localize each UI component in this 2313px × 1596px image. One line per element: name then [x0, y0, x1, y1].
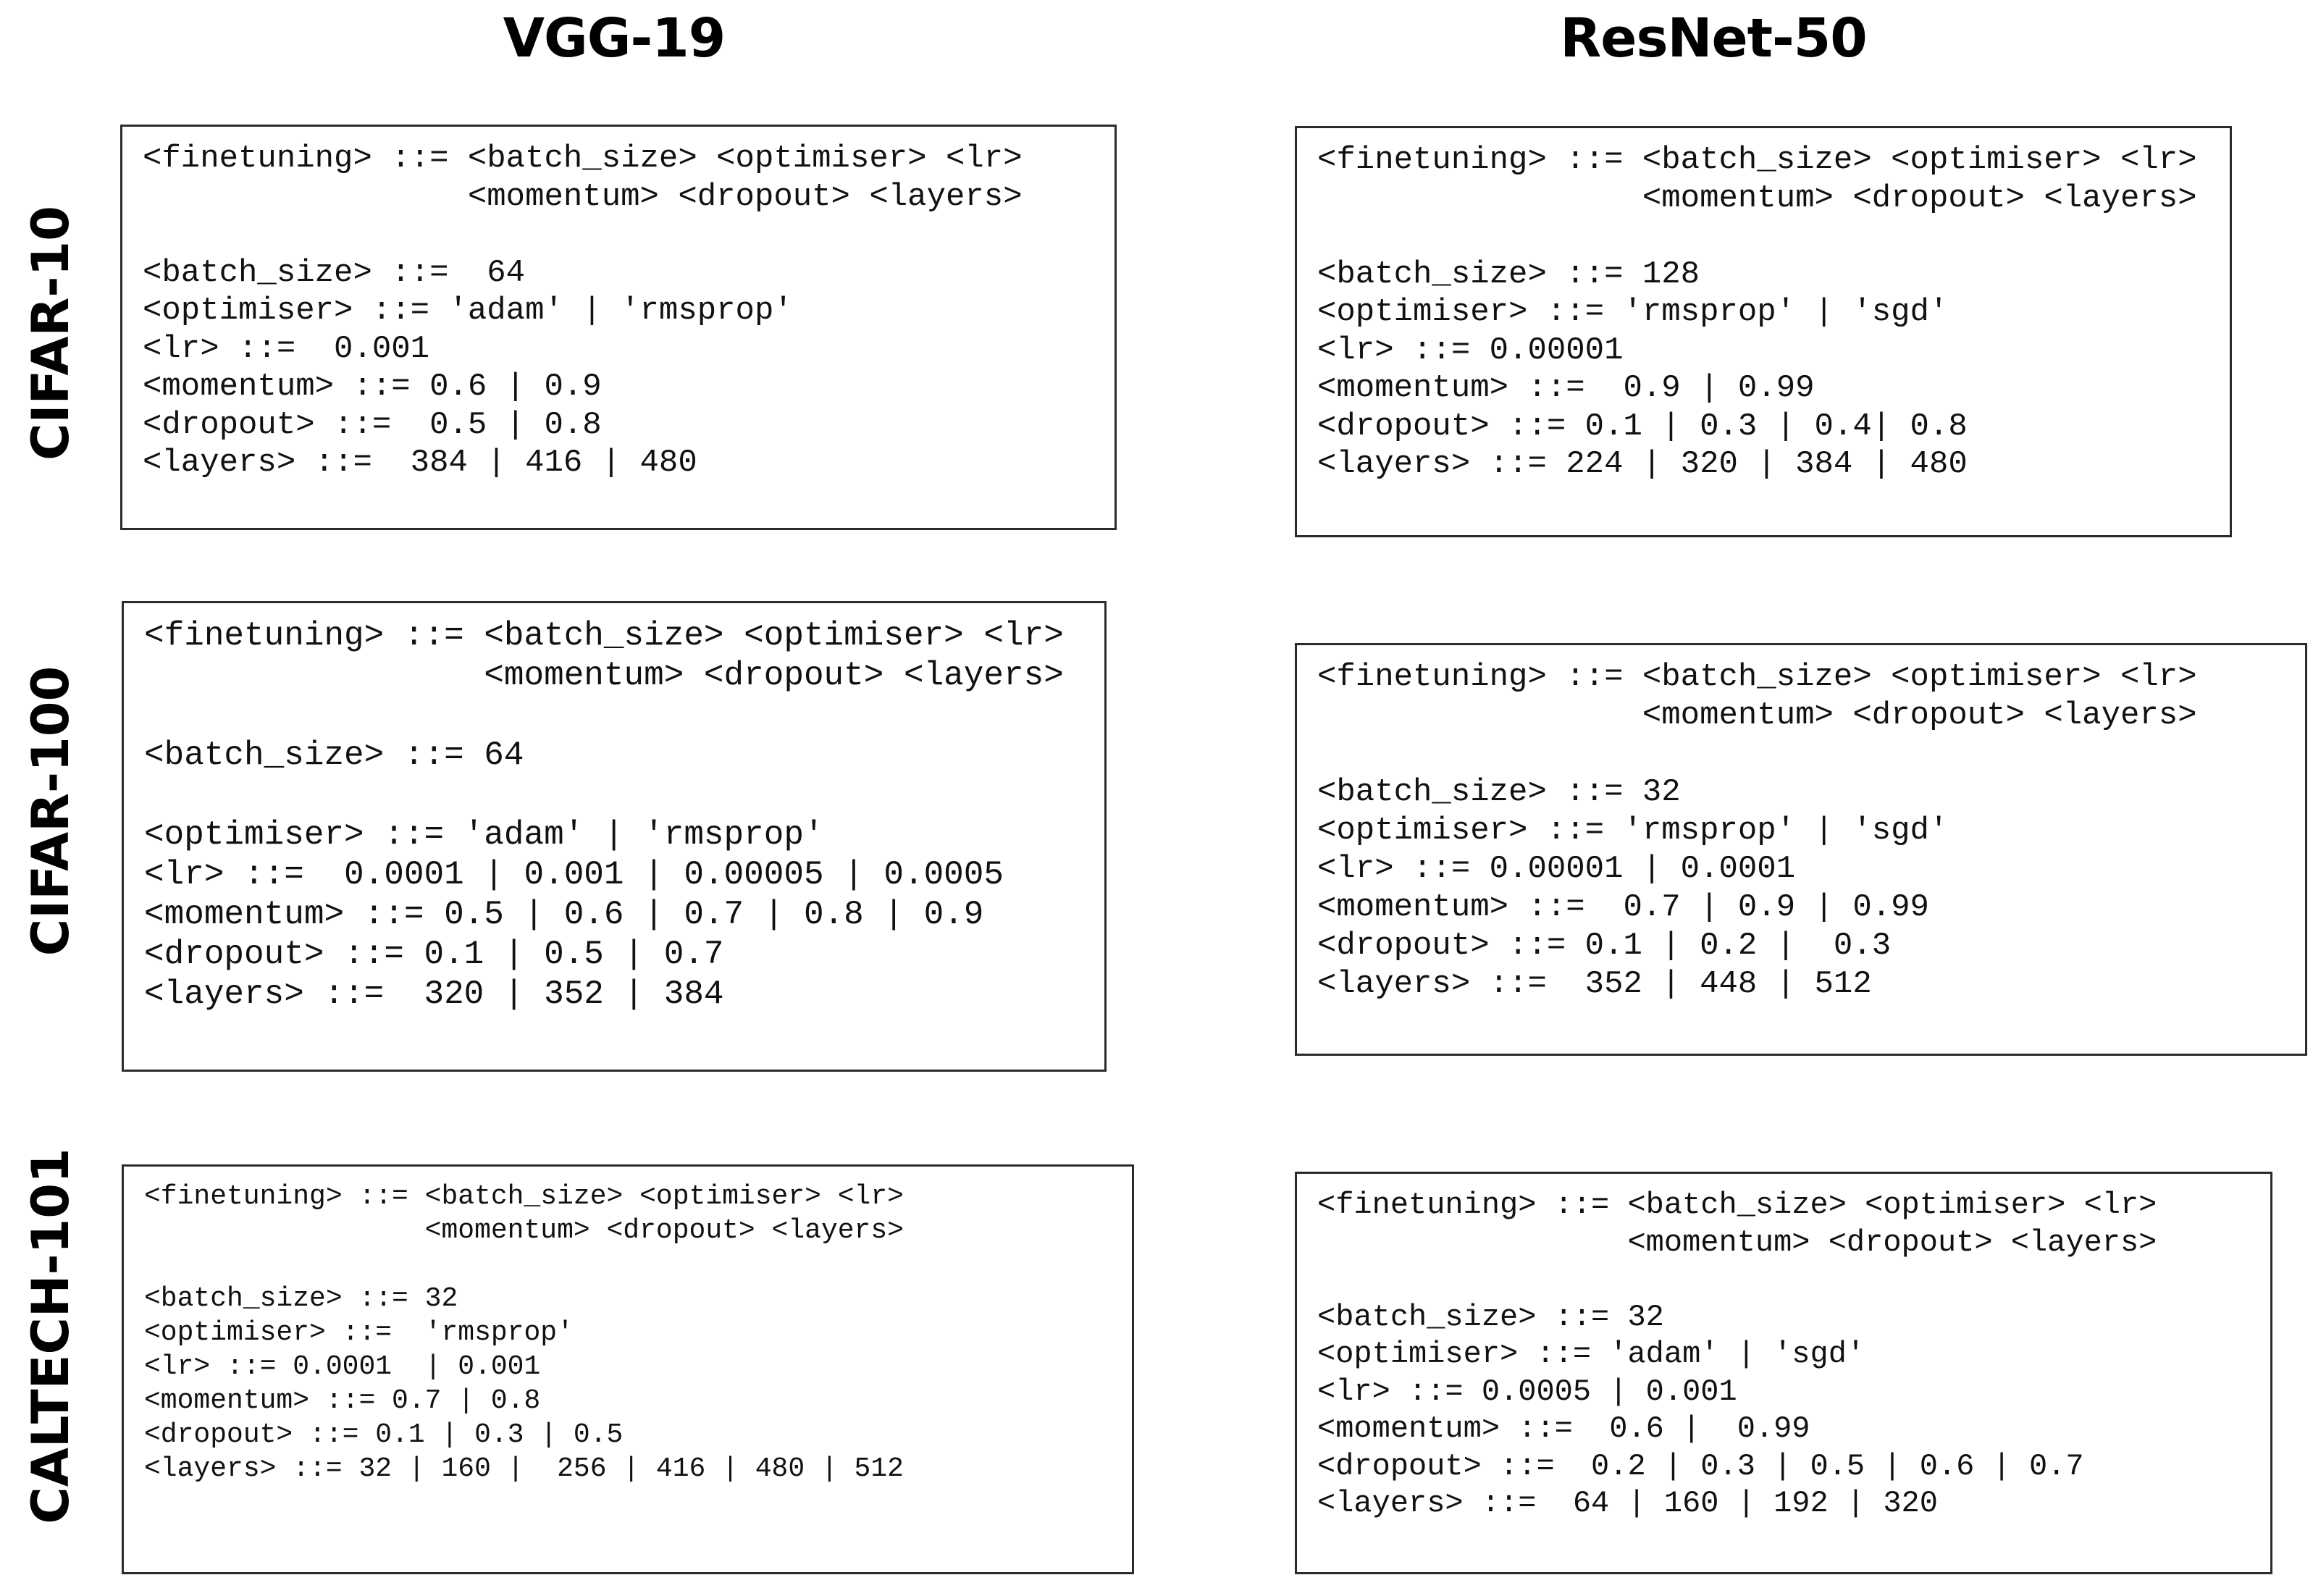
blank-line — [144, 696, 1064, 736]
grammar-rule-line: <batch_size> ::= 32 — [1317, 774, 1681, 810]
blank-line — [144, 776, 1064, 815]
grammar-rule-line: <lr> ::= 0.0001 | 0.001 | 0.00005 | 0.0005 — [144, 856, 1004, 894]
blank-line — [1317, 1261, 2157, 1299]
grammar-rule-line: <finetuning> ::= <batch_size> <optimiser> <lr> — [143, 140, 1023, 177]
grammar-rule-line: <finetuning> ::= <batch_size> <optimiser> <lr> — [144, 1181, 904, 1212]
grammar-rule-line: <optimiser> ::= 'adam' | 'rmsprop' — [143, 293, 793, 329]
grammar-rule-line: <momentum> <dropout> <layers> — [1317, 697, 2197, 734]
grammar-text — [144, 616, 1064, 1015]
grammar-rule-line: <batch_size> ::= 64 — [143, 254, 526, 291]
grammar-rule-line: <dropout> ::= 0.1 | 0.3 | 0.4| 0.8 — [1317, 408, 1968, 445]
grammar-rule-line: <finetuning> ::= <batch_size> <optimiser> <lr> — [144, 617, 1064, 655]
grammar-rule-line: <lr> ::= 0.00001 | 0.0001 — [1317, 851, 1796, 887]
grammar-text — [1317, 658, 2197, 1004]
grammar-rule-line: <momentum> ::= 0.6 | 0.9 — [143, 369, 602, 405]
column-heading-resnet50: ResNet-50 — [1560, 7, 1867, 70]
row-label-cifar100: CIFAR-100 — [21, 665, 80, 957]
grammar-rule-line: <batch_size> ::= 32 — [144, 1283, 458, 1314]
grammar-rule-line: <momentum> ::= 0.5 | 0.6 | 0.7 | 0.8 | 0.9 — [144, 896, 984, 933]
grammar-rule-line: <lr> ::= 0.001 — [143, 330, 430, 367]
grammar-rule-line: <optimiser> ::= 'rmsprop' | 'sgd' — [1317, 294, 1949, 330]
row-label-cifar10: CIFAR-10 — [21, 206, 80, 461]
grammar-rule-line: <dropout> ::= 0.1 | 0.2 | 0.3 — [1317, 928, 1892, 964]
grammar-rule-line: <layers> ::= 320 | 352 | 384 — [144, 975, 724, 1013]
blank-line — [1317, 735, 2197, 773]
grammar-box-resnet50-cifar100 — [1295, 643, 2307, 1056]
grammar-rule-line: <layers> ::= 64 | 160 | 192 | 320 — [1317, 1486, 1938, 1521]
grammar-rule-line: <momentum> <dropout> <layers> — [144, 1215, 904, 1246]
grammar-text — [1317, 141, 2197, 484]
grammar-rule-line: <finetuning> ::= <batch_size> <optimiser> <lr> — [1317, 142, 2197, 178]
grammar-rule-line: <batch_size> ::= 64 — [144, 736, 524, 774]
grammar-rule-line: <optimiser> ::= 'rmsprop' | 'sgd' — [1317, 812, 1949, 849]
grammar-rule-line: <batch_size> ::= 128 — [1317, 256, 1700, 293]
row-label-caltech101: CALTECH-101 — [21, 1148, 80, 1524]
grammar-rule-line: <optimiser> ::= 'adam' | 'sgd' — [1317, 1337, 1865, 1372]
grammar-rule-line: <dropout> ::= 0.2 | 0.3 | 0.5 | 0.6 | 0.7 — [1317, 1448, 2084, 1484]
grammar-rule-line: <momentum> <dropout> <layers> — [1317, 1225, 2157, 1260]
grammar-rule-line: <dropout> ::= 0.5 | 0.8 — [143, 406, 602, 443]
grammar-rule-line: <batch_size> ::= 32 — [1317, 1299, 1664, 1335]
blank-line — [1317, 217, 2197, 256]
grammar-rule-line: <lr> ::= 0.0005 | 0.001 — [1317, 1374, 1737, 1409]
blank-line — [144, 1248, 904, 1282]
grammar-rule-line: <momentum> <dropout> <layers> — [143, 178, 1023, 215]
grammar-rule-line: <layers> ::= 352 | 448 | 512 — [1317, 966, 1872, 1002]
grammar-rule-line: <optimiser> ::= 'adam' | 'rmsprop' — [144, 816, 824, 854]
grammar-rule-line: <momentum> ::= 0.6 | 0.99 — [1317, 1411, 1810, 1446]
column-heading-vgg19: VGG-19 — [503, 7, 726, 70]
grammar-rule-line: <finetuning> ::= <batch_size> <optimiser> <lr> — [1317, 1188, 2157, 1222]
grammar-box-vgg19-cifar100 — [122, 601, 1107, 1072]
grammar-rule-line: <lr> ::= 0.00001 — [1317, 332, 1624, 369]
grammar-box-vgg19-cifar10 — [120, 125, 1117, 530]
grammar-rule-line: <momentum> ::= 0.9 | 0.99 — [1317, 370, 1815, 406]
grammar-rule-line: <momentum> <dropout> <layers> — [144, 657, 1064, 694]
grammar-rule-line: <layers> ::= 32 | 160 | 256 | 416 | 480 | 512 — [144, 1453, 904, 1484]
grammar-rule-line: <momentum> ::= 0.7 | 0.9 | 0.99 — [1317, 889, 1929, 925]
grammar-text — [143, 140, 1023, 482]
grammar-box-resnet50-cifar10 — [1295, 126, 2232, 537]
grammar-rule-line: <dropout> ::= 0.1 | 0.5 | 0.7 — [144, 936, 724, 973]
grammar-box-vgg19-caltech101 — [122, 1164, 1134, 1574]
grammar-rule-line: <dropout> ::= 0.1 | 0.3 | 0.5 — [144, 1419, 624, 1450]
blank-line — [143, 216, 1023, 254]
grammar-rule-line: <momentum> <dropout> <layers> — [1317, 180, 2197, 217]
grammar-box-resnet50-caltech101 — [1295, 1172, 2272, 1574]
grammar-rule-line: <momentum> ::= 0.7 | 0.8 — [144, 1385, 541, 1416]
grammar-text — [144, 1180, 904, 1486]
grammar-rule-line: <finetuning> ::= <batch_size> <optimiser> <lr> — [1317, 659, 2197, 695]
grammar-rule-line: <optimiser> ::= 'rmsprop' — [144, 1317, 574, 1348]
grammar-rule-line: <layers> ::= 384 | 416 | 480 — [143, 445, 697, 481]
grammar-text — [1317, 1187, 2157, 1523]
grammar-rule-line: <lr> ::= 0.0001 | 0.001 — [144, 1351, 541, 1382]
grammar-rule-line: <layers> ::= 224 | 320 | 384 | 480 — [1317, 446, 1968, 482]
